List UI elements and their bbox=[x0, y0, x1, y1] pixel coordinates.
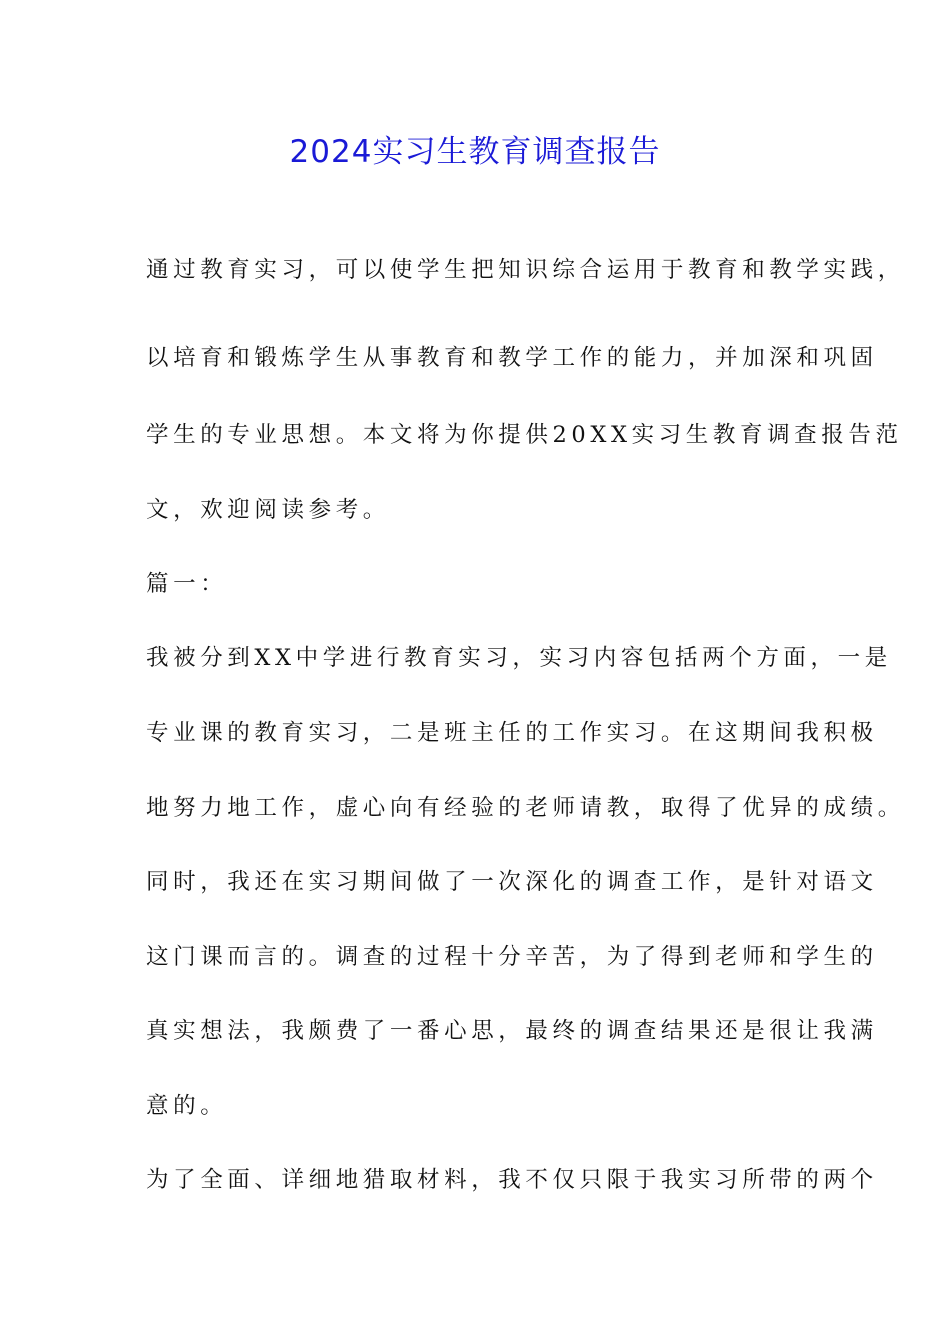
body-line-6: 我被分到XX中学进行教育实习，实习内容包括两个方面，一是 bbox=[146, 645, 892, 671]
document-title: 2024实习生教育调查报告 bbox=[289, 134, 661, 170]
body-line-4: 文，欢迎阅读参考。 bbox=[146, 497, 390, 523]
body-line-10: 这门课而言的。调查的过程十分辛苦，为了得到老师和学生的 bbox=[146, 944, 878, 970]
body-line-11: 真实想法，我颇费了一番心思，最终的调查结果还是很让我满 bbox=[146, 1018, 878, 1044]
body-line-12: 意的。 bbox=[146, 1093, 228, 1119]
body-line-8: 地努力地工作，虚心向有经验的老师请教，取得了优异的成绩。 bbox=[146, 795, 905, 821]
body-line-13: 为了全面、详细地猎取材料，我不仅只限于我实习所带的两个 bbox=[146, 1167, 878, 1193]
section-heading: 篇一： bbox=[146, 571, 228, 597]
body-line-3: 学生的专业思想。本文将为你提供20XX实习生教育调查报告范 bbox=[146, 422, 903, 448]
body-line-1: 通过教育实习，可以使学生把知识综合运用于教育和教学实践， bbox=[146, 257, 905, 283]
body-line-9: 同时，我还在实习期间做了一次深化的调查工作，是针对语文 bbox=[146, 869, 878, 895]
body-line-7: 专业课的教育实习，二是班主任的工作实习。在这期间我积极 bbox=[146, 720, 878, 746]
body-line-2: 以培育和锻炼学生从事教育和教学工作的能力，并加深和巩固 bbox=[146, 345, 878, 371]
